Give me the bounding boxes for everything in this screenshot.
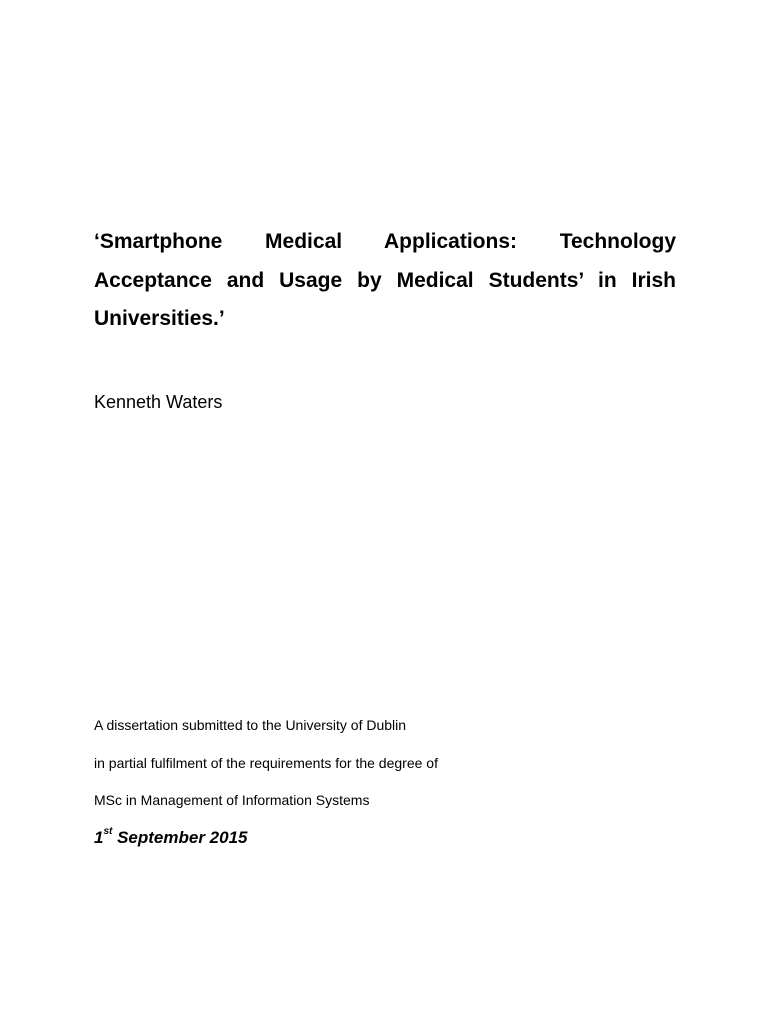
author-name: Kenneth Waters (94, 392, 223, 412)
date-month-year: September 2015 (112, 828, 248, 847)
dissertation-title: ‘Smartphone Medical Applications: Technology Acceptance and Usage by Medical Students’ in Irish Universities.’ (94, 230, 676, 330)
date-ordinal-suffix: st (103, 826, 113, 838)
submission-statement-line: in partial fulfilment of the requirements for the degree of (94, 755, 438, 771)
submission-statement-line: A dissertation submitted to the University of Dublin (94, 717, 407, 733)
date-day: 1 (94, 828, 104, 847)
submission-date (94, 826, 248, 850)
degree-name: MSc in Management of Information Systems (94, 792, 370, 808)
